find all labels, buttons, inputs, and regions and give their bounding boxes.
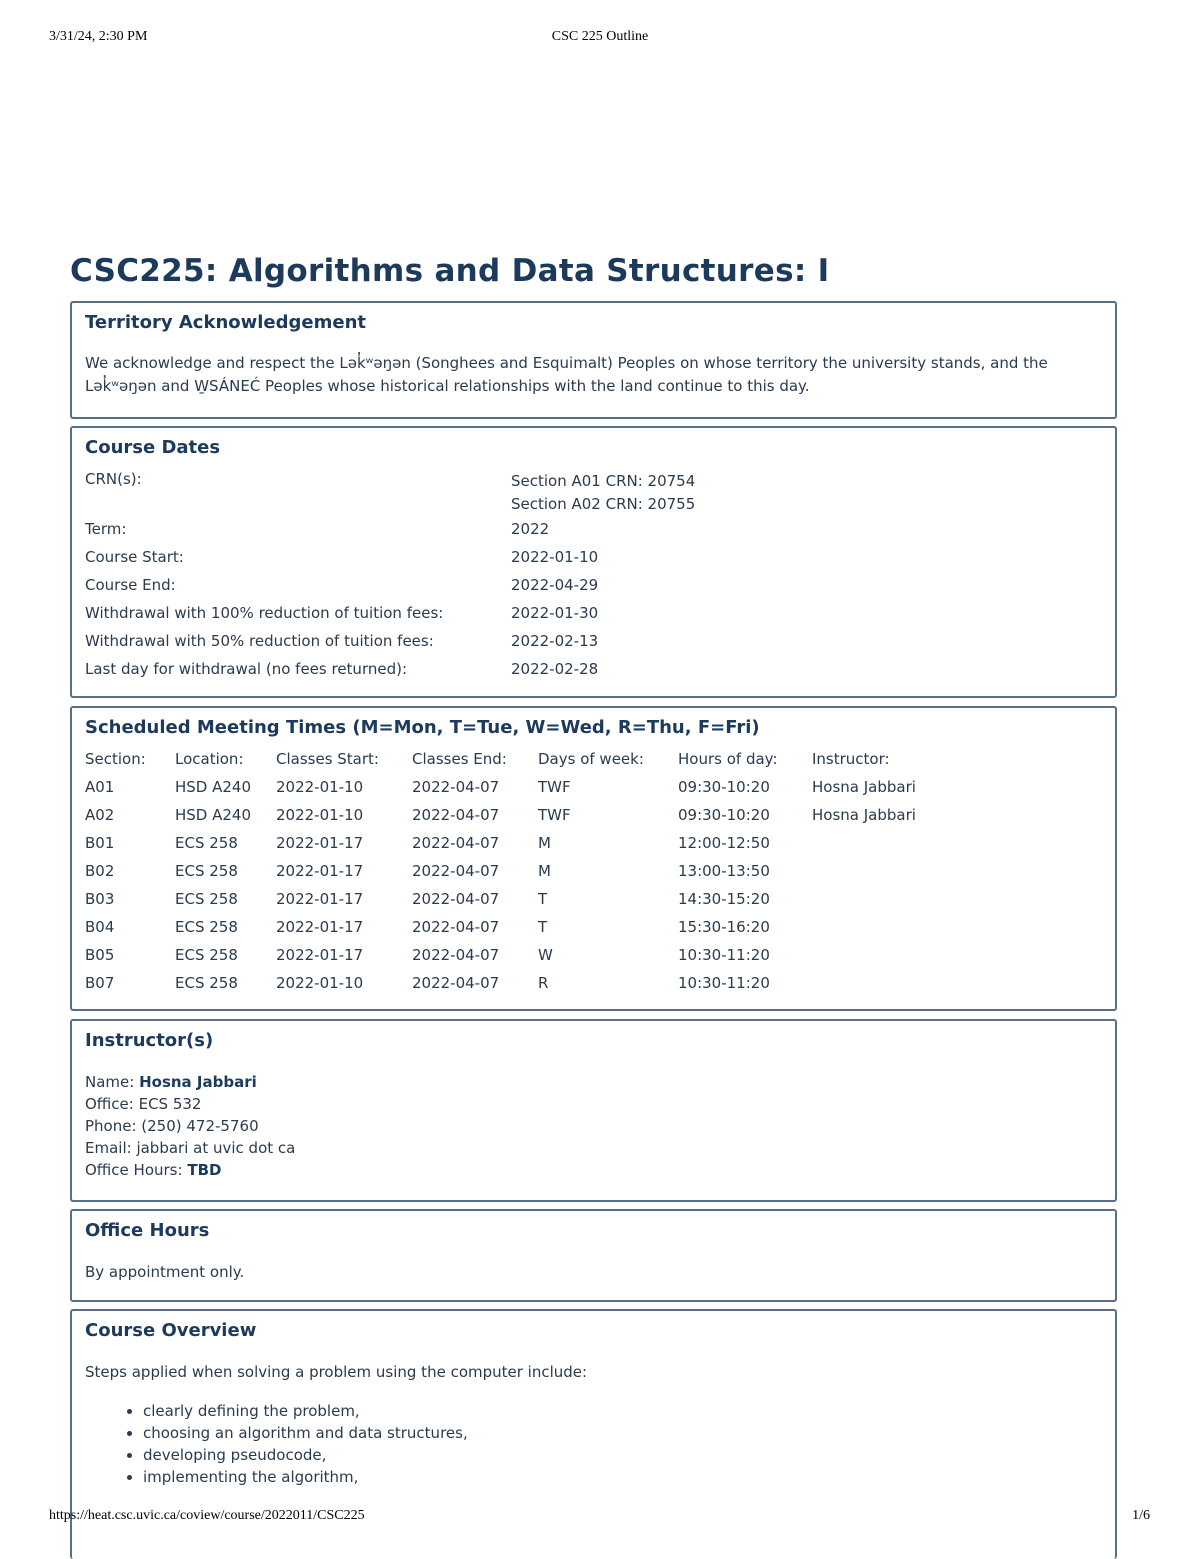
cell-instructor: Hosna Jabbari xyxy=(812,806,916,824)
crn-value: Section A01 CRN: 20754 xyxy=(511,472,696,490)
cell-location: HSD A240 xyxy=(175,778,252,796)
cell-end: 2022-04-07 xyxy=(412,834,500,852)
cell-instructor xyxy=(812,946,1012,974)
date-value: 2022-04-29 xyxy=(511,576,599,594)
cell-start: 2022-01-17 xyxy=(276,834,364,852)
date-row xyxy=(85,576,695,604)
date-label: Course Start: xyxy=(85,548,184,566)
date-label: Last day for withdrawal (no fees returned): xyxy=(85,660,408,678)
cell-start: 2022-01-10 xyxy=(276,778,364,796)
cell-section: B07 xyxy=(85,974,115,992)
cell-location: ECS 258 xyxy=(175,918,238,936)
date-label: CRN(s): xyxy=(85,470,142,488)
table-row xyxy=(85,778,1012,806)
cell-instructor: Hosna Jabbari xyxy=(812,778,916,796)
cell-end: 2022-04-07 xyxy=(412,862,500,880)
date-value: 2022 xyxy=(511,520,550,538)
cell-location: HSD A240 xyxy=(175,806,252,824)
cell-section: B05 xyxy=(85,946,115,964)
cell-hours: 15:30-16:20 xyxy=(678,918,770,936)
cell-hours: 09:30-10:20 xyxy=(678,778,770,796)
section-heading: Instructor(s) xyxy=(85,1030,214,1051)
course-dates-table xyxy=(85,470,695,688)
print-datetime: 3/31/24, 2:30 PM xyxy=(49,29,148,44)
cell-section: A01 xyxy=(85,778,115,796)
instructor-section xyxy=(70,1019,1117,1202)
cell-location: ECS 258 xyxy=(175,834,238,852)
cell-instructor xyxy=(812,918,1012,946)
cell-section: A02 xyxy=(85,806,115,824)
overview-intro: Steps applied when solving a problem using the computer include: xyxy=(85,1363,588,1381)
print-doc-title: CSC 225 Outline xyxy=(551,29,649,44)
date-row xyxy=(85,470,695,520)
date-label: Withdrawal with 50% reduction of tuition fees: xyxy=(85,632,434,650)
table-row xyxy=(85,918,1012,946)
date-row xyxy=(85,660,695,688)
column-header: Location: xyxy=(175,750,244,768)
crn-value: Section A02 CRN: 20755 xyxy=(511,495,696,513)
table-row xyxy=(85,890,1012,918)
section-heading: Course Overview xyxy=(85,1320,257,1341)
table-header-row xyxy=(85,750,1012,778)
office-hours-section xyxy=(70,1209,1117,1302)
cell-start: 2022-01-10 xyxy=(276,974,364,992)
table-row xyxy=(85,862,1012,890)
instructor-email: Email: jabbari at uvic dot ca xyxy=(85,1139,296,1157)
column-header: Section: xyxy=(85,750,146,768)
table-row xyxy=(85,946,1012,974)
section-heading: Territory Acknowledgement xyxy=(85,312,366,333)
table-row xyxy=(85,806,1012,834)
course-dates-section xyxy=(70,426,1117,698)
territory-acknowledgement-section xyxy=(70,301,1117,419)
section-heading: Scheduled Meeting Times (M=Mon, T=Tue, W=Wed, R=Thu, F=Fri) xyxy=(85,717,760,738)
cell-location: ECS 258 xyxy=(175,974,238,992)
office-hours-value: TBD xyxy=(187,1161,222,1179)
column-header: Hours of day: xyxy=(678,750,778,768)
cell-instructor xyxy=(812,834,1012,862)
cell-days: T xyxy=(538,890,548,908)
cell-end: 2022-04-07 xyxy=(412,946,500,964)
date-value: 2022-01-30 xyxy=(511,604,599,622)
territory-text: We acknowledge and respect the Lək̓ʷəŋən (Songhees and Esquimalt) Peoples on whose territory the university stands, and the Lək̓ʷəŋən and W̱SÁNEĆ Peoples whose historical relationships with the land continue to this day. xyxy=(85,354,1048,395)
list-item: • choosing an algorithm and data structures, xyxy=(143,1422,1102,1444)
cell-start: 2022-01-17 xyxy=(276,890,364,908)
date-row xyxy=(85,604,695,632)
cell-section: B02 xyxy=(85,862,115,880)
cell-instructor xyxy=(812,890,1012,918)
cell-start: 2022-01-10 xyxy=(276,806,364,824)
date-row xyxy=(85,548,695,576)
cell-section: B01 xyxy=(85,834,115,852)
cell-start: 2022-01-17 xyxy=(276,862,364,880)
date-label: Course End: xyxy=(85,576,176,594)
date-value: 2022-01-10 xyxy=(511,548,599,566)
cell-end: 2022-04-07 xyxy=(412,806,500,824)
date-label: Term: xyxy=(85,520,127,538)
date-label: Withdrawal with 100% reduction of tuition fees: xyxy=(85,604,444,622)
section-heading: Office Hours xyxy=(85,1220,210,1241)
date-value: 2022-02-28 xyxy=(511,660,599,678)
table-row xyxy=(85,974,1012,1002)
column-header: Classes Start: xyxy=(276,750,379,768)
table-row xyxy=(85,834,1012,862)
column-header: Days of week: xyxy=(538,750,644,768)
meeting-times-table xyxy=(85,750,1012,1002)
cell-end: 2022-04-07 xyxy=(412,974,500,992)
instructor-details xyxy=(85,1071,1102,1181)
section-heading: Course Dates xyxy=(85,437,221,458)
cell-end: 2022-04-07 xyxy=(412,918,500,936)
instructor-phone: Phone: (250) 472-5760 xyxy=(85,1117,259,1135)
cell-days: M xyxy=(538,862,551,880)
cell-hours: 09:30-10:20 xyxy=(678,806,770,824)
date-value xyxy=(511,470,695,520)
cell-hours: 12:00-12:50 xyxy=(678,834,770,852)
date-row xyxy=(85,632,695,660)
office-hours-label: Office Hours: xyxy=(85,1161,183,1179)
cell-end: 2022-04-07 xyxy=(412,890,500,908)
date-value: 2022-02-13 xyxy=(511,632,599,650)
cell-location: ECS 258 xyxy=(175,862,238,880)
overview-steps-list xyxy=(85,1400,1102,1488)
office-hours-text: By appointment only. xyxy=(85,1263,245,1281)
cell-days: W xyxy=(538,946,553,964)
instructor-name-label: Name: xyxy=(85,1073,135,1091)
cell-days: T xyxy=(538,918,548,936)
cell-days: TWF xyxy=(538,778,571,796)
cell-days: M xyxy=(538,834,551,852)
cell-start: 2022-01-17 xyxy=(276,918,364,936)
instructor-office-hours-line xyxy=(85,1159,1102,1181)
list-item: • implementing the algorithm, xyxy=(143,1466,1102,1488)
print-url: https://heat.csc.uvic.ca/coview/course/2022011/CSC225 xyxy=(49,1508,365,1523)
cell-hours: 14:30-15:20 xyxy=(678,890,770,908)
cell-days: TWF xyxy=(538,806,571,824)
cell-location: ECS 258 xyxy=(175,890,238,908)
cell-location: ECS 258 xyxy=(175,946,238,964)
list-item: • clearly defining the problem, xyxy=(143,1400,1102,1422)
cell-hours: 13:00-13:50 xyxy=(678,862,770,880)
cell-instructor xyxy=(812,974,1012,1002)
column-header: Classes End: xyxy=(412,750,507,768)
list-item: • developing pseudocode, xyxy=(143,1444,1102,1466)
cell-hours: 10:30-11:20 xyxy=(678,946,770,964)
cell-days: R xyxy=(538,974,549,992)
instructor-name: Hosna Jabbari xyxy=(139,1073,257,1091)
cell-section: B03 xyxy=(85,890,115,908)
cell-section: B04 xyxy=(85,918,115,936)
column-header: Instructor: xyxy=(812,750,890,768)
cell-hours: 10:30-11:20 xyxy=(678,974,770,992)
meeting-times-section xyxy=(70,706,1117,1011)
print-page-number: 1/6 xyxy=(1132,1508,1150,1523)
page-title: CSC225: Algorithms and Data Structures: I xyxy=(70,253,830,289)
cell-end: 2022-04-07 xyxy=(412,778,500,796)
instructor-office: Office: ECS 532 xyxy=(85,1095,202,1113)
cell-start: 2022-01-17 xyxy=(276,946,364,964)
date-row xyxy=(85,520,695,548)
instructor-name-line xyxy=(85,1071,1102,1093)
cell-instructor xyxy=(812,862,1012,890)
